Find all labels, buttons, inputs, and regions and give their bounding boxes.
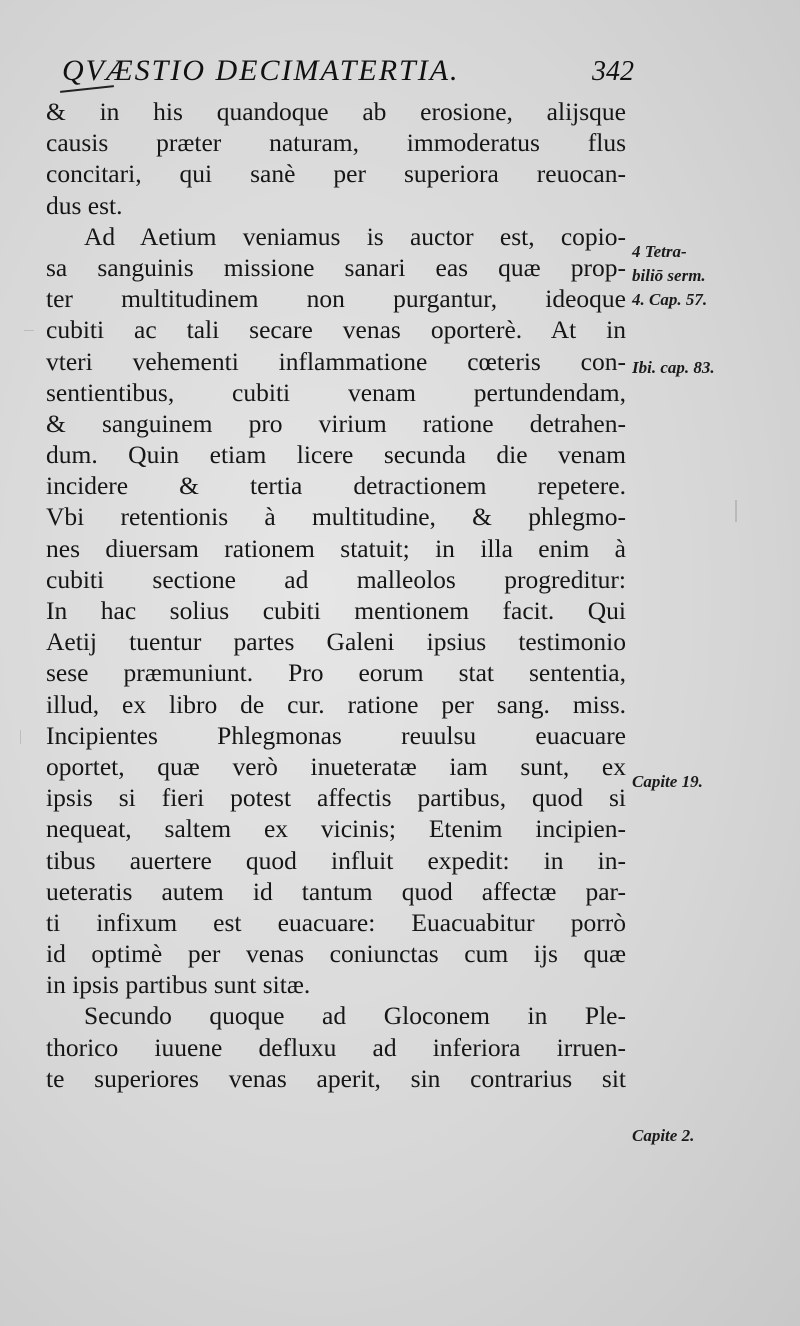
page-number: 342 — [592, 56, 634, 87]
text-line: dus est. — [46, 190, 123, 220]
text-line: Vbi retentionis à multitudine, & phlegmo- — [46, 502, 626, 532]
paper-mark — [24, 330, 34, 331]
text-line: cubiti ac tali secare venas oporterè. At in — [46, 315, 626, 345]
text-line: te superiores venas aperit, sin contrarius sit — [46, 1063, 626, 1093]
text-line: & sanguinem pro virium ratione detrahen- — [46, 408, 626, 438]
text-line: ter multitudinem non purgantur, ideoque — [46, 284, 626, 314]
text-line: cubiti sectione ad malleolos progreditur: — [46, 564, 626, 594]
text-line: incidere & tertia detractionem repetere. — [46, 471, 626, 501]
text-line: causis præter naturam, immoderatus flus — [46, 128, 626, 158]
text-line: dum. Quin etiam licere secunda die venam — [46, 440, 626, 470]
text-line: illud, ex libro de cur. ratione per sang. miss. — [46, 689, 626, 719]
text-line: ipsis si fieri potest affectis partibus, quod si — [46, 783, 626, 813]
margin-note-line: 4. Cap. 57. — [632, 290, 708, 309]
text-line: thorico iuuene defluxu ad inferiora irruen- — [46, 1032, 626, 1062]
running-head: QVÆSTIO DECIMATERTIA. — [62, 54, 460, 87]
text-line: ueteratis autem id tantum quod affectæ par- — [46, 876, 626, 906]
paper-mark — [735, 500, 737, 522]
text-line: sese præmuniunt. Pro eorum stat sententia, — [46, 658, 626, 688]
text-line: Secundo quoque ad Gloconem in Ple- — [84, 1001, 626, 1031]
text-line: concitari, qui sanè per superiora reuocan- — [46, 159, 626, 189]
margin-note-capite-2: Capite 2. — [632, 1126, 695, 1145]
text-line: oportet, quæ verò inueteratæ iam sunt, ex — [46, 751, 626, 781]
margin-note-tetrabiblos — [632, 240, 707, 312]
text-line: nequeat, saltem ex vicinis; Etenim incipien- — [46, 814, 626, 844]
text-line: vteri vehementi inflammatione cœteris con- — [46, 346, 626, 376]
page-header — [60, 50, 640, 94]
text-line: Ad Aetium veniamus is auctor est, copio- — [84, 221, 626, 251]
paper-mark — [20, 730, 21, 744]
text-line: & in his quandoque ab erosione, alijsque — [46, 97, 626, 126]
text-line: Incipientes Phlegmonas reuulsu euacuare — [46, 720, 626, 750]
text-line: sa sanguinis missione sanari eas quæ prop- — [46, 252, 626, 282]
text-line: nes diuersam rationem statuit; in illa enim à — [46, 533, 626, 563]
text-line: sentientibus, cubiti venam pertundendam, — [46, 377, 626, 407]
margin-note-capite-19: Capite 19. — [632, 772, 703, 791]
text-line: ti infixum est euacuare: Euacuabitur porrò — [46, 907, 626, 937]
text-line: id optimè per venas coniunctas cum ijs quæ — [46, 939, 626, 969]
text-line: In hac solius cubiti mentionem facit. Qui — [46, 596, 626, 625]
margin-note-ibi: Ibi. cap. 83. — [632, 358, 715, 377]
text-line: tibus auertere quod influit expedit: in in- — [46, 845, 626, 875]
margin-note-line: biliō serm. — [632, 266, 706, 285]
margin-note-line: 4 Tetra- — [632, 242, 687, 261]
text-line: in ipsis partibus sunt sitæ. — [46, 970, 311, 1000]
text-line: Aetij tuentur partes Galeni ipsius testimonio — [46, 627, 626, 657]
body-text — [46, 96, 626, 1094]
